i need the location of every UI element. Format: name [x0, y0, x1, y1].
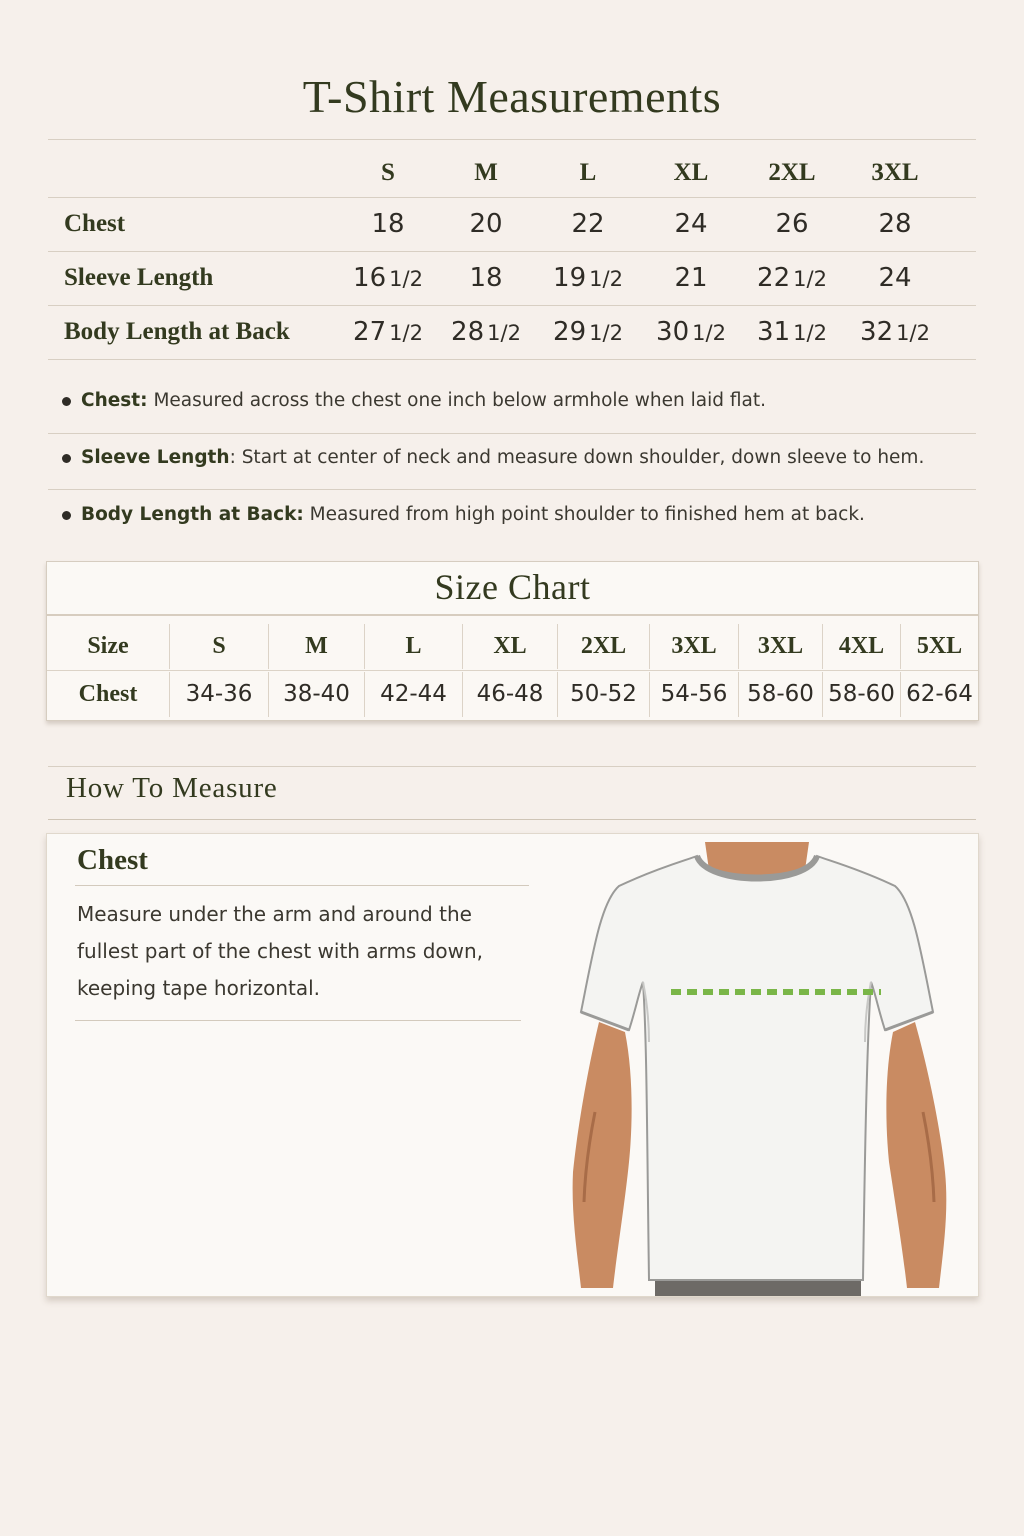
value-whole: 30 — [656, 317, 690, 347]
note-text: : Start at center of neck and measure down shoulder, down sleeve to hem. — [229, 447, 925, 468]
size-header: 2XL — [768, 159, 816, 186]
value-whole: 27 — [353, 317, 387, 347]
size-chart-size: 3XL — [739, 624, 823, 669]
divider — [75, 885, 529, 886]
value-whole: 19 — [553, 263, 587, 293]
how-to-measure-title: How To Measure — [66, 772, 278, 804]
size-chart-size: 3XL — [650, 624, 739, 669]
size-header: 3XL — [871, 159, 919, 186]
measurement-value — [436, 197, 536, 251]
measurement-value — [742, 197, 842, 251]
value-whole: 32 — [860, 317, 894, 347]
size-chart-row-label: Chest — [47, 672, 170, 717]
bullet-icon — [62, 454, 71, 463]
divider — [48, 139, 976, 140]
size-header: M — [474, 159, 498, 186]
measurement-value — [436, 251, 536, 305]
tshirt — [581, 856, 933, 1280]
how-to-measure-card — [46, 833, 979, 1297]
measurement-label: Sleeve Length — [64, 264, 214, 291]
measurement-row — [48, 251, 976, 305]
size-chart-chest-value: 46-48 — [463, 672, 558, 717]
size-chart-chest-value: 62-64 — [906, 681, 973, 707]
value-fraction: 1/2 — [389, 321, 423, 345]
measure-instructions: Measure under the arm and around the fullest part of the chest with arms down, keeping tape horizontal. — [77, 902, 484, 1000]
measurement-value — [641, 305, 741, 359]
measurement-value — [742, 305, 842, 359]
value-whole: 16 — [353, 263, 387, 293]
note-item — [62, 390, 962, 411]
size-chart-chest-value: 42-44 — [365, 672, 463, 717]
measurement-value — [538, 251, 638, 305]
divider — [48, 359, 976, 360]
size-chart-size: 2XL — [558, 624, 650, 669]
size-chart-header-label: Size — [47, 624, 170, 669]
measurement-value — [641, 197, 741, 251]
measurement-value — [538, 305, 638, 359]
size-chart-size: L — [365, 624, 463, 669]
size-chart-grid — [47, 622, 978, 720]
value-whole: 29 — [553, 317, 587, 347]
note-text: Measured from high point shoulder to finished hem at back. — [303, 504, 865, 525]
value-whole: 24 — [878, 263, 912, 293]
value-whole: 18 — [371, 209, 405, 239]
value-whole: 28 — [451, 317, 485, 347]
note-term: Sleeve Length — [81, 447, 230, 468]
size-header: L — [579, 159, 597, 186]
measurement-value — [338, 197, 438, 251]
measurement-label: Chest — [64, 210, 126, 237]
size-chart-chest-value: 34-36 — [170, 672, 269, 717]
size-chart-chest-value: 58-60 — [739, 672, 823, 717]
value-whole: 18 — [469, 263, 503, 293]
measurement-label: Body Length at Back — [64, 318, 290, 345]
bullet-icon — [62, 397, 71, 406]
measurement-value — [845, 305, 945, 359]
value-whole: 24 — [674, 209, 708, 239]
note-text: Measured across the chest one inch below armhole when laid flat. — [147, 390, 767, 411]
divider — [75, 1020, 521, 1021]
note-item — [62, 504, 962, 525]
value-fraction: 1/2 — [389, 267, 423, 291]
size-header: S — [381, 159, 395, 186]
size-chart-chest-value: 54-56 — [650, 672, 739, 717]
size-chart-size: XL — [463, 624, 558, 669]
size-chart-header — [47, 562, 978, 616]
measurement-value — [338, 251, 438, 305]
measurement-value — [641, 251, 741, 305]
size-chart-chest-value: 38-40 — [269, 672, 365, 717]
size-chart-size: 5XL — [916, 633, 963, 659]
value-fraction: 1/2 — [793, 267, 827, 291]
right-arm — [886, 1022, 946, 1288]
divider — [48, 433, 976, 434]
measurement-value — [845, 251, 945, 305]
value-fraction: 1/2 — [589, 267, 623, 291]
value-whole: 20 — [469, 209, 503, 239]
page-title: T-Shirt Measurements — [302, 71, 722, 122]
measure-heading: Chest — [77, 844, 148, 876]
value-whole: 22 — [757, 263, 791, 293]
size-chart-size: 4XL — [823, 624, 901, 669]
value-whole: 28 — [878, 209, 912, 239]
value-fraction: 1/2 — [793, 321, 827, 345]
size-chart-chest-value: 50-52 — [558, 672, 650, 717]
value-fraction: 1/2 — [896, 321, 930, 345]
tshirt-chest-measure-figure — [537, 842, 977, 1296]
size-chart-chest-value: 58-60 — [823, 672, 901, 717]
note-term: Body Length at Back: — [81, 504, 304, 525]
note-item — [62, 447, 962, 468]
note-term: Chest: — [81, 390, 148, 411]
value-fraction: 1/2 — [487, 321, 521, 345]
size-chart-size: S — [170, 624, 269, 669]
measurement-value — [742, 251, 842, 305]
divider — [47, 670, 978, 671]
measurement-row — [48, 197, 976, 251]
left-arm — [573, 1022, 632, 1288]
measurements-header-row — [48, 146, 976, 200]
bullet-icon — [62, 511, 71, 520]
value-whole: 22 — [571, 209, 605, 239]
value-fraction: 1/2 — [692, 321, 726, 345]
divider — [48, 766, 976, 767]
measurement-value — [338, 305, 438, 359]
value-whole: 31 — [757, 317, 791, 347]
value-whole: 26 — [775, 209, 809, 239]
value-whole: 21 — [674, 263, 708, 293]
measurement-value — [538, 197, 638, 251]
size-header: XL — [673, 159, 709, 186]
value-fraction: 1/2 — [589, 321, 623, 345]
measurement-value — [436, 305, 536, 359]
divider — [48, 819, 976, 820]
measurement-row — [48, 305, 976, 359]
measurement-value — [845, 197, 945, 251]
size-chart — [46, 561, 979, 721]
divider — [48, 489, 976, 490]
size-chart-title: Size Chart — [434, 567, 591, 607]
size-chart-size: M — [269, 624, 365, 669]
